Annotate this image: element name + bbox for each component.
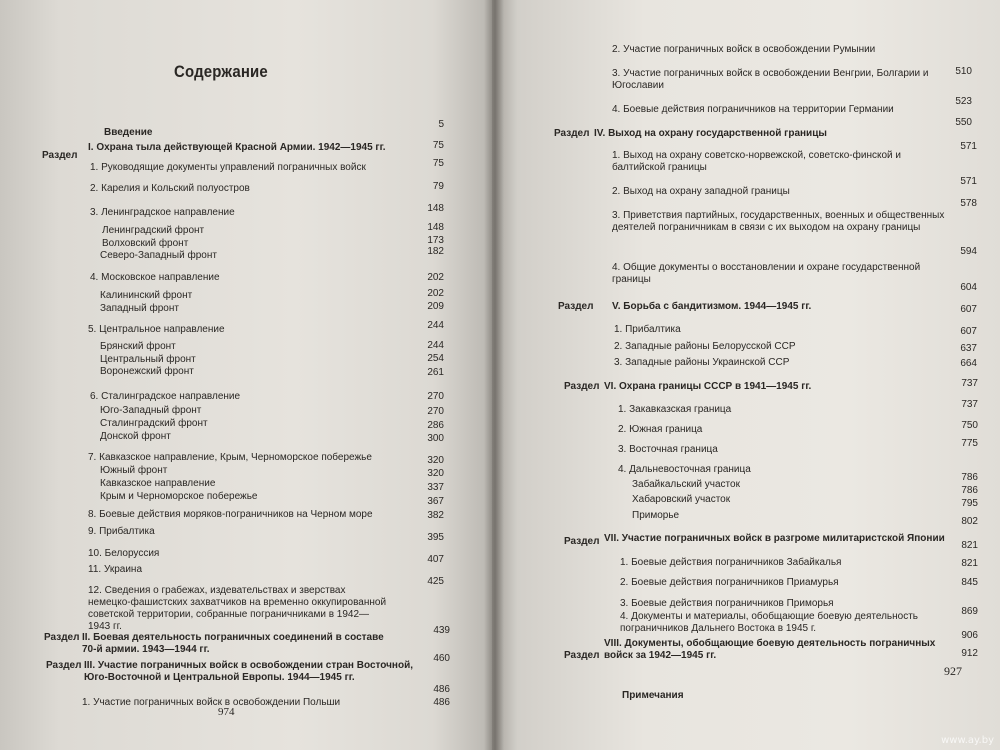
toc-entry: Центральный фронт xyxy=(100,354,196,365)
toc-entry: 1. Прибалтика xyxy=(614,324,681,335)
toc-page-num: 320 xyxy=(427,455,444,466)
toc-entry: Хабаровский участок xyxy=(632,494,731,505)
toc-page-num: 270 xyxy=(427,391,444,402)
toc-entry: Калининский фронт xyxy=(100,290,193,301)
toc-page-num: 337 xyxy=(427,482,444,493)
toc-page-num: 571 xyxy=(960,176,977,187)
toc-entry: Брянский фронт xyxy=(100,341,176,352)
toc-section-heading: V. Борьба с бандитизмом. 1944—1945 гг. xyxy=(612,301,812,312)
toc-entry: 12. Сведения о грабежах, издевательствах и зверствах немецко-фашистских захватчиков на временно оккупированной советской территории, собранные пограничниками в 1942—1943 гг. xyxy=(88,585,387,632)
toc-entry: 2. Южная граница xyxy=(618,424,703,435)
razdel-label: Раздел xyxy=(564,650,600,661)
toc-page-num: 821 xyxy=(961,558,978,569)
toc-page-num: 286 xyxy=(427,420,444,431)
toc-page-num: 737 xyxy=(961,378,978,389)
razdel-label: Раздел xyxy=(554,128,590,139)
toc-entry: 4. Общие документы о восстановлении и охране государственной границы xyxy=(612,262,921,285)
toc-entry: 3. Восточная граница xyxy=(618,444,718,455)
left-page xyxy=(0,0,492,750)
toc-entry: Забайкальский участок xyxy=(632,479,740,490)
toc-entry: Сталинградский фронт xyxy=(100,418,208,429)
toc-page-num: 182 xyxy=(427,246,444,257)
toc-page-num: 382 xyxy=(427,510,444,521)
toc-page-num: 425 xyxy=(427,576,444,587)
toc-entry: 4. Документы и материалы, обобщающие боевую деятельность пограничников Дальнего Востока в 1945 г. xyxy=(620,611,919,634)
toc-entry: 6. Сталинградское направление xyxy=(90,391,241,402)
toc-page-num: 906 xyxy=(961,630,978,641)
toc-section-heading: VI. Охрана границы СССР в 1941—1945 гг. xyxy=(604,381,812,392)
toc-entry: 3. Участие пограничных войск в освобождении Венгрии, Болгарии и Югославии xyxy=(612,68,929,91)
toc-entry: Донской фронт xyxy=(100,431,171,442)
toc-page-num: 821 xyxy=(961,540,978,551)
toc-page-num: 320 xyxy=(427,468,444,479)
toc-entry: 3. Боевые действия пограничников Приморья xyxy=(620,598,834,609)
right-page xyxy=(492,0,1000,750)
toc-page-num: 795 xyxy=(961,498,978,509)
toc-entry: 4. Дальневосточная граница xyxy=(618,464,751,475)
toc-page-num: 523 xyxy=(955,96,972,107)
toc-entry: 1. Участие пограничных войск в освобождении Польши xyxy=(82,697,341,708)
toc-section-heading: IV. Выход на охрану государственной границы xyxy=(594,128,827,139)
toc-page-num: 486 xyxy=(433,697,450,708)
toc-entry: Ленинградский фронт xyxy=(102,225,205,236)
toc-page-num: 244 xyxy=(427,340,444,351)
toc-page-num: 209 xyxy=(427,301,444,312)
toc-entry: 10. Белоруссия xyxy=(88,548,160,559)
toc-page-num: 270 xyxy=(427,406,444,417)
toc-entry: 4. Московское направление xyxy=(90,272,220,283)
toc-page-num: 460 xyxy=(433,653,450,664)
toc-page-num: 912 xyxy=(961,648,978,659)
toc-entry: 9. Прибалтика xyxy=(88,526,155,537)
toc-page-num: 202 xyxy=(427,288,444,299)
toc-page-num: 75 xyxy=(432,140,444,151)
razdel-label: Раздел xyxy=(46,660,82,671)
toc-page-num: 486 xyxy=(433,684,450,695)
toc-page-num: 604 xyxy=(960,282,977,293)
toc-entry: 8. Боевые действия моряков-пограничников на Черном море xyxy=(88,509,373,520)
toc-page-num: 395 xyxy=(427,532,444,543)
toc-entry: 11. Украина xyxy=(88,564,143,575)
toc-entry: 1. Закавказская граница xyxy=(618,404,732,415)
toc-section-heading: III. Участие пограничных войск в освобождении стран Восточной, Юго-Восточной и Центральной Европы. 1944—1945 гг. xyxy=(84,660,414,683)
toc-entry: Приморье xyxy=(632,510,680,521)
page-number: 974 xyxy=(218,706,235,718)
toc-page-num: 578 xyxy=(960,198,977,209)
toc-entry: 1. Выход на охрану советско-норвежской, советско-финской и балтийской границы xyxy=(612,150,901,173)
toc-entry: 2. Выход на охрану западной границы xyxy=(612,186,790,197)
toc-entry: Крым и Черноморское побережье xyxy=(100,491,258,502)
toc-page-num: 869 xyxy=(961,606,978,617)
toc-entry: 5. Центральное направление xyxy=(88,324,225,335)
razdel-label: Раздел xyxy=(564,536,600,547)
toc-page-num: 367 xyxy=(427,496,444,507)
toc-entry: 7. Кавказское направление, Крым, Черноморское побережье xyxy=(88,452,372,463)
toc-page-num: 750 xyxy=(961,420,978,431)
toc-page-num: 254 xyxy=(427,353,444,364)
watermark: www.ay.by xyxy=(941,735,994,746)
toc-entry-notes: Примечания xyxy=(622,690,684,701)
toc-entry: Воронежский фронт xyxy=(100,366,194,377)
toc-page-num: 775 xyxy=(961,438,978,449)
toc-entry: Северо-Западный фронт xyxy=(100,250,217,261)
toc-page-num: 202 xyxy=(427,272,444,283)
toc-entry: Волховский фронт xyxy=(102,238,189,249)
toc-section-heading: I. Охрана тыла действующей Красной Армии. 1942—1945 гг. xyxy=(88,142,386,153)
toc-entry-intro: Введение xyxy=(104,127,153,138)
toc-page-num: 607 xyxy=(960,326,977,337)
toc-entry: Южный фронт xyxy=(100,465,168,476)
toc-page-num: 5 xyxy=(438,119,444,130)
toc-page-num: 510 xyxy=(955,66,972,77)
toc-entry: 3. Ленинградское направление xyxy=(90,207,235,218)
toc-page-num: 148 xyxy=(427,203,444,214)
toc-page-num: 845 xyxy=(961,577,978,588)
toc-page-num: 173 xyxy=(427,235,444,246)
toc-page-num: 244 xyxy=(427,320,444,331)
razdel-label: Раздел xyxy=(42,150,78,161)
toc-entry: 3. Приветствия партийных, государственных, военных и общественных деятелей пограничникам в связи с их выходом на охрану границы xyxy=(612,210,945,233)
toc-entry: 1. Боевые действия пограничников Забайкалья xyxy=(620,557,842,568)
toc-entry: 2. Карелия и Кольский полуостров xyxy=(90,183,250,194)
toc-page-num: 571 xyxy=(960,141,977,152)
toc-section-heading: II. Боевая деятельность пограничных соединений в составе 70-й армии. 1943—1944 гг. xyxy=(82,632,384,655)
toc-page-num: 75 xyxy=(432,158,444,169)
toc-page-num: 737 xyxy=(961,399,978,410)
toc-entry: Западный фронт xyxy=(100,303,179,314)
toc-title: Содержание xyxy=(174,62,268,81)
toc-entry: 2. Участие пограничных войск в освобождении Румынии xyxy=(612,44,876,55)
page-number: 927 xyxy=(944,664,962,678)
toc-page-num: 786 xyxy=(961,485,978,496)
toc-page-num: 407 xyxy=(427,554,444,565)
toc-entry: Юго-Западный фронт xyxy=(100,405,202,416)
toc-page-num: 148 xyxy=(427,222,444,233)
toc-entry: 3. Западные районы Украинской ССР xyxy=(614,357,790,368)
toc-page-num: 550 xyxy=(955,117,972,128)
toc-entry: 2. Боевые действия пограничников Приамурья xyxy=(620,577,839,588)
toc-page-num: 664 xyxy=(960,358,977,369)
toc-entry: 1. Руководящие документы управлений пограничных войск xyxy=(90,162,366,173)
toc-page-num: 79 xyxy=(432,181,444,192)
toc-page-num: 594 xyxy=(960,246,977,257)
toc-page-num: 802 xyxy=(961,516,978,527)
razdel-label: Раздел xyxy=(44,632,80,643)
razdel-label: Раздел xyxy=(564,381,600,392)
toc-page-num: 439 xyxy=(433,625,450,636)
toc-section-heading: VII. Участие пограничных войск в разгроме милитаристской Японии xyxy=(604,533,945,544)
toc-section-heading: VIII. Документы, обобщающие боевую деятельность пограничных войск за 1942—1945 гг. xyxy=(604,638,936,661)
toc-page-num: 786 xyxy=(961,472,978,483)
toc-page-num: 637 xyxy=(960,343,977,354)
toc-page-num: 261 xyxy=(427,367,444,378)
toc-page-num: 300 xyxy=(427,433,444,444)
toc-entry: 4. Боевые действия пограничников на территории Германии xyxy=(612,104,894,115)
razdel-label: Раздел xyxy=(558,301,594,312)
toc-entry: Кавказское направление xyxy=(100,478,216,489)
toc-page-num: 607 xyxy=(960,304,977,315)
toc-entry: 2. Западные районы Белорусской ССР xyxy=(614,341,796,352)
